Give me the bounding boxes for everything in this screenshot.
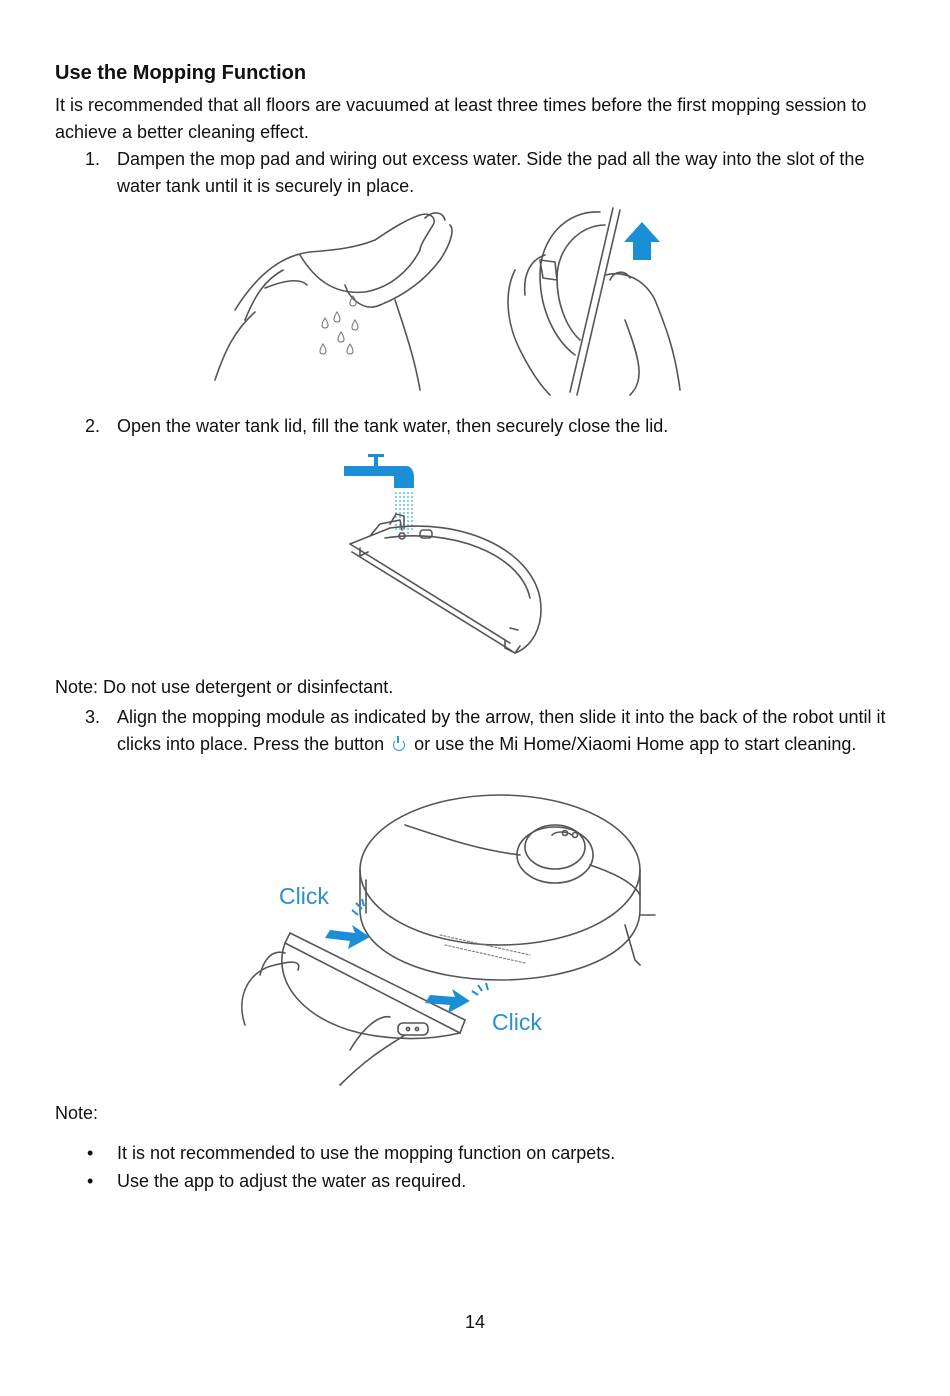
bullet-text: Use the app to adjust the water as required. [117,1171,467,1191]
figure-mop-pad-illustration [205,200,690,398]
bullet-item [55,1171,875,1198]
bullet-item [55,1143,875,1170]
bullet-dot: • [87,1171,94,1191]
intro-paragraph: It is recommended that all floors are vacuumed at least three times before the first mopping session to achieve a better cleaning effect. [55,95,867,142]
section-heading: Use the Mopping Function [55,62,307,84]
click-arrows [325,899,488,1013]
bullet-dot: • [87,1143,94,1163]
step-2 [55,413,875,440]
page-number: 14 [464,1312,486,1332]
push-arrow-icon [425,989,470,1013]
step-text-before: Align the mopping module as indicated by the arrow, then slide it into the back of the robot until it clicks into place. Press the button [117,707,886,754]
click-label-top: Click [279,883,329,909]
note-detergent: Note: Do not use detergent or disinfectant. [55,677,394,697]
step-text: Dampen the mop pad and wiring out excess water. Side the pad all the way into the slot of the water tank until it is securely in place. [117,149,865,196]
up-arrow-icon [624,222,660,260]
robot-vacuum-drawing [360,795,655,980]
water-tank-drawing [350,514,541,653]
step-number: 1. [85,149,101,169]
step-text: Open the water tank lid, fill the tank water, then securely close the lid. [117,416,669,436]
figure-fill-tank-illustration [330,448,565,670]
note-label: Note: [55,1103,99,1123]
bullet-text: It is not recommended to use the mopping function on carpets. [117,1143,616,1163]
step-number: 2. [85,416,101,436]
step-1 [55,146,875,200]
step-text [117,704,907,758]
click-label-bottom: Click [492,1009,542,1035]
wringing-hands-drawing [215,213,452,390]
step-3 [55,704,886,785]
hands-drawing [242,952,405,1085]
faucet-icon [344,454,414,488]
push-arrow-icon [325,925,370,949]
step-text-after: or use the Mi Home/Xiaomi Home app to start cleaning. [414,734,857,754]
step-number: 3. [85,707,101,727]
pad-into-tank-drawing [508,208,680,395]
power-icon [393,739,405,751]
figure-attach-mop-module-illustration [230,785,670,1095]
